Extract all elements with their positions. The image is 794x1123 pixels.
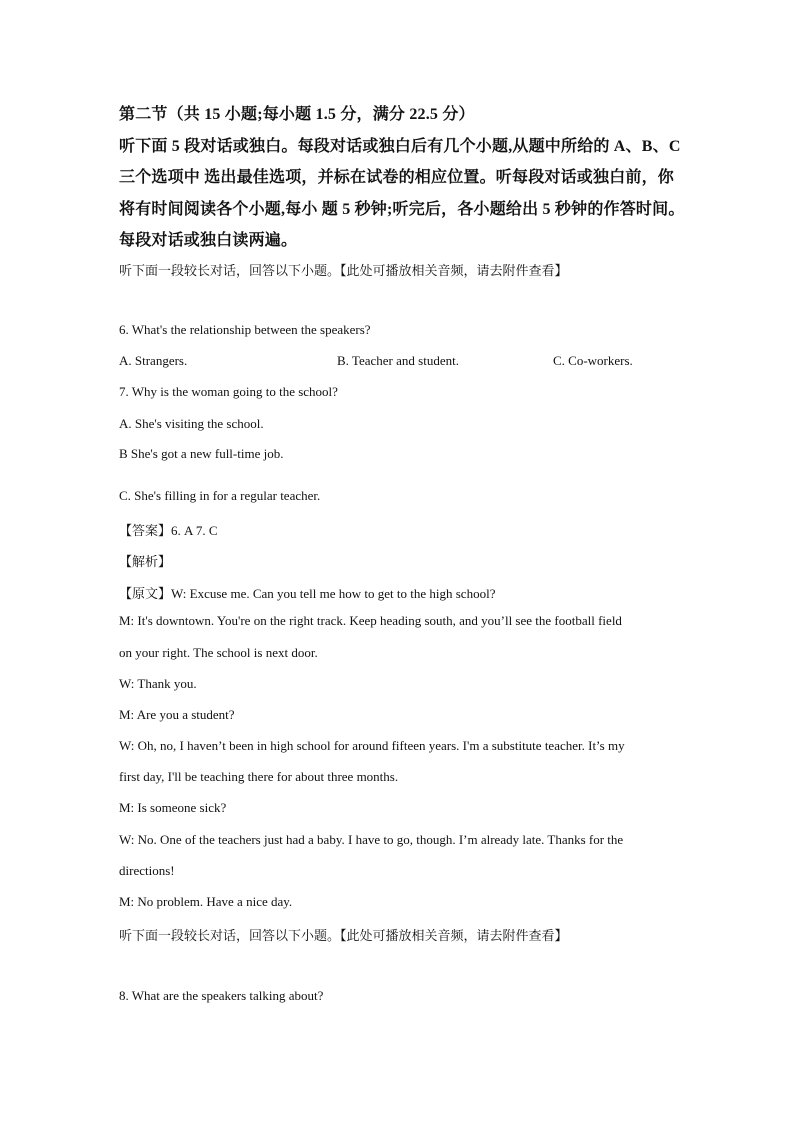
question-6: 6. What's the relationship between the speakers? — [119, 322, 371, 337]
q7-option-a: A. She's visiting the school. — [119, 416, 264, 431]
instruction-line-1: 听下面 5 段对话或独白。每段对话或独白后有几个小题,从题中所给的 A、B、C — [119, 138, 681, 155]
answer-text: 6. A 7. C — [171, 523, 218, 538]
transcript-line: M: It's downtown. You're on the right track. Keep heading south, and you’ll see the football field — [119, 613, 622, 628]
q7-option-b: B She's got a new full-time job. — [119, 446, 284, 461]
transcript-line: M: Are you a student? — [119, 707, 235, 722]
answer-line — [119, 520, 218, 539]
q7-option-c: C. She's filling in for a regular teacher. — [119, 488, 321, 503]
q6-option-a: A. Strangers. — [119, 353, 188, 368]
q6-option-c: C. Co-workers. — [553, 353, 633, 368]
audio-note: 听下面一段较长对话，回答以下小题。【此处可播放相关音频，请去附件查看】 — [119, 263, 568, 278]
transcript-line: W: Thank you. — [119, 676, 197, 691]
instruction-line-2: 三个选项中 选出最佳选项，并标在试卷的相应位置。听每段对话或独白前，你 — [119, 169, 675, 186]
transcript-line: M: No problem. Have a nice day. — [119, 894, 293, 909]
question-7: 7. Why is the woman going to the school? — [119, 384, 338, 399]
section-title: 第二节（共 15 小题;每小题 1.5 分，满分 22.5 分） — [119, 106, 475, 123]
transcript-line — [119, 583, 495, 602]
transcript-line: W: Oh, no, I haven’t been in high school for around fifteen years. I'm a substitute teacher. It’s my — [119, 738, 625, 753]
question-8: 8. What are the speakers talking about? — [119, 988, 324, 1003]
transcript-label: 【原文】 — [119, 586, 172, 601]
transcript-line: first day, I'll be teaching there for about three months. — [119, 769, 399, 784]
audio-note: 听下面一段较长对话，回答以下小题。【此处可播放相关音频，请去附件查看】 — [119, 928, 568, 943]
transcript-line: directions! — [119, 863, 175, 878]
instruction-line-4: 每段对话或独白读两遍。 — [119, 232, 298, 249]
transcript-line: W: No. One of the teachers just had a baby. I have to go, though. I’m already late. Thanks for the — [119, 832, 624, 847]
instruction-line-3: 将有时间阅读各个小题,每小 题 5 秒钟;听完后，各小题给出 5 秒钟的作答时间。 — [119, 201, 685, 218]
analysis-label: 【解析】 — [119, 554, 172, 569]
transcript-line: on your right. The school is next door. — [119, 645, 318, 660]
answer-label: 【答案】 — [119, 523, 172, 538]
transcript-line: M: Is someone sick? — [119, 800, 227, 815]
transcript-text: W: Excuse me. Can you tell me how to get to the high school? — [171, 586, 496, 601]
q6-option-b: B. Teacher and student. — [337, 353, 459, 368]
